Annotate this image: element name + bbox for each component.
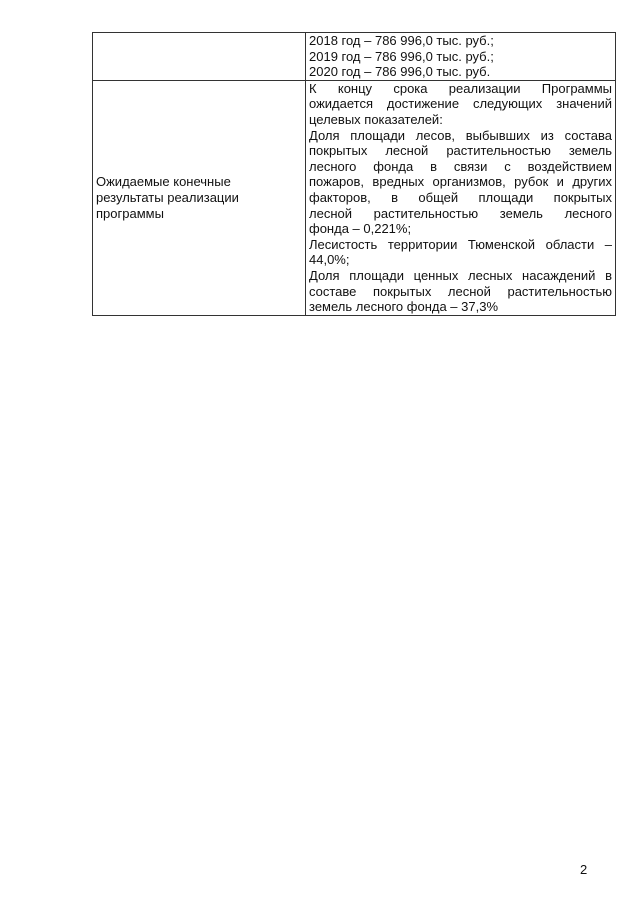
label-line: программы: [96, 205, 164, 221]
label-line: Ожидаемые конечные: [96, 174, 231, 190]
result-text-line: факторов, в общей площади покрытых: [309, 189, 612, 205]
result-text-line: фонда – 0,221%;: [309, 221, 412, 237]
funding-line: 2018 год – 786 996,0 тыс. руб.;: [309, 33, 494, 48]
table-row-expected-results: [93, 80, 616, 315]
result-text-line: целевых показателей:: [309, 111, 443, 127]
result-text-line: лесного фонда в связи с воздействием: [309, 158, 612, 174]
result-text-line: Доля площади лесов, выбывших из состава: [309, 127, 612, 143]
result-text-line: Доля площади ценных лесных насаждений в: [309, 267, 612, 283]
result-text-line: пожаров, вредных организмов, рубок и других: [309, 174, 612, 190]
result-text-line: К концу срока реализации Программы: [309, 80, 612, 96]
row-label-empty: [93, 33, 306, 81]
result-text-line: составе покрытых лесной растительностью: [309, 283, 612, 299]
expected-results-cell: [306, 80, 616, 315]
result-text-line: земель лесного фонда – 37,3%: [309, 299, 499, 315]
result-text-line: Лесистость территории Тюменской области –: [309, 236, 612, 252]
table-row-funding: [93, 33, 616, 81]
result-text-line: 44,0%;: [309, 252, 350, 268]
label-line: результаты реализации: [96, 189, 239, 205]
funding-line: 2020 год – 786 996,0 тыс. руб.: [309, 64, 491, 80]
funding-line: 2019 год – 786 996,0 тыс. руб.;: [309, 48, 494, 64]
program-passport-table: [92, 32, 616, 316]
expected-results-label: [93, 80, 306, 315]
result-text-line: лесной растительностью земель лесного: [309, 205, 612, 221]
result-text-line: ожидается достижение следующих значений: [309, 96, 612, 112]
result-text-line: покрытых лесной растительностью земель: [309, 143, 612, 159]
page-number: 2: [580, 862, 588, 877]
funding-by-year-cell: [306, 33, 616, 81]
